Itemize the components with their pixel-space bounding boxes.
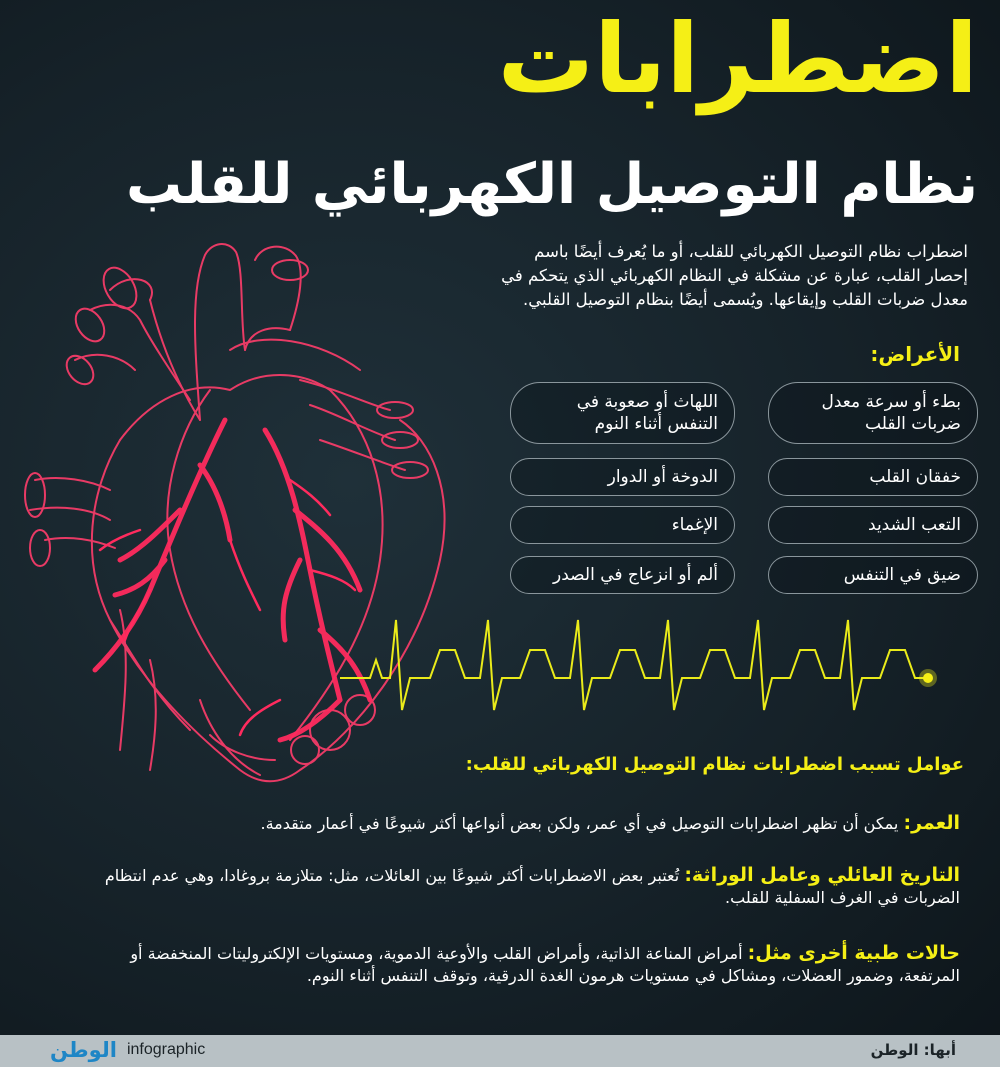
footer-bar	[0, 1035, 1000, 1067]
factors-heading: عوامل تسبب اضطرابات نظام التوصيل الكهربائي للقلب:	[465, 754, 964, 775]
factor-label: التاريخ العائلي وعامل الوراثة:	[684, 864, 960, 886]
factor-item	[70, 942, 960, 987]
intro-paragraph: اضطراب نظام التوصيل الكهربائي للقلب، أو ما يُعرف أيضًا باسم إحصار القلب، عبارة عن مشكلة في النظام الكهربائي الذي يتحكم في معدل ضربات القلب وإيقاعها. ويُسمى أيضًا بنظام التوصيل القلبي.	[501, 242, 968, 309]
symptom-pill: خفقان القلب	[768, 458, 978, 496]
symptom-pill: بطء أو سرعة معدل ضربات القلب	[768, 382, 978, 444]
symptoms-heading: الأعراض:	[870, 342, 960, 366]
page-subtitle: نظام التوصيل الكهربائي للقلب	[126, 152, 978, 217]
ecg-line-icon	[330, 600, 950, 730]
factor-label: العمر:	[903, 812, 960, 834]
factor-item	[70, 812, 960, 835]
factor-item	[70, 864, 960, 909]
infographic-tag: infographic	[126, 1041, 206, 1058]
symptom-pill: ألم أو انزعاج في الصدر	[510, 556, 735, 594]
symptom-pill: التعب الشديد	[768, 506, 978, 544]
factor-text: يمكن أن تظهر اضطرابات التوصيل في أي عمر، ولكن بعض أنواعها أكثر شيوعًا في أعمار متقدمة.	[260, 814, 899, 833]
footer-brand	[50, 1038, 205, 1062]
page-title: اضطرابات	[497, 3, 978, 115]
footer-credit: أبها: الوطن	[870, 1041, 956, 1059]
factor-text: تُعتبر بعض الاضطرابات أكثر شيوعًا بين العائلات، مثل: متلازمة بروغادا، وهي عدم انتظام الضربات في الغرف السفلية للقلب.	[104, 866, 960, 907]
factor-text: أمراض المناعة الذاتية، وأمراض القلب والأوعية الدموية، ومستويات الإلكتروليتات المنخفضة أو المرتفعة، وضمور العضلات، ومشاكل في مستويات هرمون الغدة الدرقية، وتوقف التنفس أثناء النوم.	[130, 944, 960, 985]
factor-label: حالات طبية أخرى مثل:	[747, 942, 960, 964]
symptom-pill: اللهاث أو صعوبة في التنفس أثناء النوم	[510, 382, 735, 444]
alwatan-logo: الوطن	[50, 1038, 117, 1062]
symptom-pill: الإغماء	[510, 506, 735, 544]
symptom-pill: ضيق في التنفس	[768, 556, 978, 594]
symptom-pill: الدوخة أو الدوار	[510, 458, 735, 496]
